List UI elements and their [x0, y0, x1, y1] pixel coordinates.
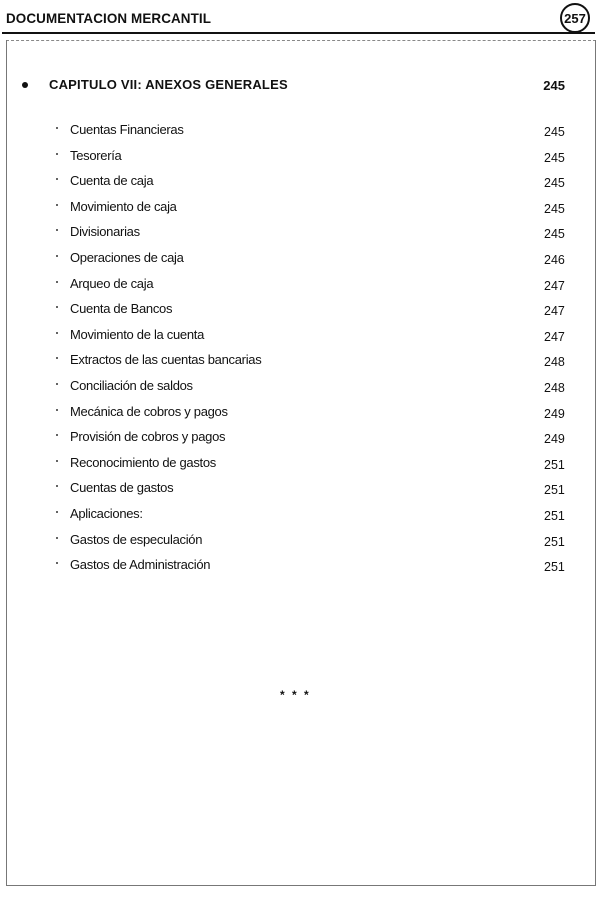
toc-entry-page: 245	[544, 125, 565, 139]
document-title: DOCUMENTACION MERCANTIL	[6, 10, 212, 26]
bullet-icon	[56, 409, 58, 411]
toc-entry	[0, 324, 600, 350]
toc-entry	[0, 196, 600, 222]
toc-entry-label: Cuentas Financieras	[70, 122, 184, 137]
toc-entry-page: 248	[544, 380, 565, 395]
toc-entry	[0, 401, 600, 427]
chapter-entry	[18, 76, 578, 96]
toc-entry	[0, 503, 600, 529]
toc-entry-label: Conciliación de saldos	[70, 377, 193, 393]
bullet-icon	[22, 82, 28, 88]
bullet-icon	[56, 460, 58, 462]
toc-entry	[0, 529, 600, 555]
toc-entry-page: 248	[544, 355, 565, 370]
toc-entry-label: Extractos de las cuentas bancarias	[70, 352, 262, 368]
toc-entry-page: 249	[544, 406, 565, 421]
toc-entry	[0, 452, 600, 478]
bullet-icon	[56, 562, 58, 564]
page-number-badge: 257	[560, 3, 590, 33]
toc-entry-page: 245	[544, 227, 565, 242]
toc-entry-label: Provisión de cobros y pagos	[70, 429, 226, 445]
bullet-icon	[56, 255, 58, 257]
toc-entry-page: 247	[544, 329, 565, 344]
toc-entry-label: Cuentas de gastos	[70, 480, 174, 496]
bullet-icon	[56, 178, 58, 180]
chapter-title: CAPITULO VII: ANEXOS GENERALES	[49, 77, 288, 92]
toc-entry	[0, 554, 600, 580]
toc-entry-label: Reconocimiento de gastos	[70, 454, 217, 470]
bullet-icon	[56, 537, 58, 539]
toc-entry-page: 246	[544, 252, 565, 267]
bullet-icon	[56, 485, 58, 487]
bullet-icon	[56, 434, 58, 436]
toc-entry-page: 247	[544, 304, 565, 319]
toc-entry-label: Gastos de Administración	[70, 557, 211, 573]
toc-entry-page: 249	[544, 432, 565, 447]
toc-entry-label: Divisionarias	[70, 224, 140, 240]
toc-entry-page: 245	[544, 176, 565, 191]
toc-entry-label: Operaciones de caja	[70, 249, 184, 265]
bullet-icon	[56, 383, 58, 385]
toc-entry-label: Cuenta de caja	[70, 173, 154, 189]
bullet-icon	[56, 306, 58, 308]
toc-entry-page: 251	[544, 508, 565, 523]
bullet-icon	[56, 127, 58, 129]
toc-entry-page: 251	[544, 534, 565, 549]
toc-entry-label: Cuenta de Bancos	[70, 301, 173, 317]
toc-entry-label: Arqueo de caja	[70, 275, 154, 291]
toc-entry	[0, 298, 600, 324]
toc-entry	[0, 221, 600, 247]
bullet-icon	[56, 511, 58, 513]
toc-entry	[0, 349, 600, 375]
toc-entry	[0, 273, 600, 299]
toc-entry-page: 251	[544, 483, 565, 498]
toc-entry	[0, 477, 600, 503]
toc-entry	[0, 119, 600, 145]
toc-entry-page: 245	[544, 150, 565, 165]
bullet-icon	[56, 153, 58, 155]
header-divider	[2, 32, 595, 34]
toc-entry-label: Mecánica de cobros y pagos	[70, 403, 228, 419]
toc-entry-label: Movimiento de la cuenta	[70, 326, 205, 342]
chapter-page-number: 245	[543, 78, 565, 93]
toc-entry-page: 245	[544, 201, 565, 216]
toc-entry	[0, 145, 600, 171]
bullet-icon	[56, 204, 58, 206]
section-end-mark: * * *	[280, 688, 311, 702]
toc-entry-page: 247	[544, 278, 565, 293]
bullet-icon	[56, 332, 58, 334]
toc-entry	[0, 170, 600, 196]
bullet-icon	[56, 229, 58, 231]
bullet-icon	[56, 357, 58, 359]
toc-entry-label: Aplicaciones:	[70, 505, 143, 521]
toc-entry	[0, 247, 600, 273]
toc-entry-label: Gastos de especulación	[70, 531, 203, 547]
toc-entry-page: 251	[544, 457, 565, 472]
toc-entry	[0, 375, 600, 401]
toc-entry	[0, 426, 600, 452]
toc-entry-label: Movimiento de caja	[70, 198, 177, 214]
toc-entry-label: Tesorería	[70, 147, 122, 163]
table-of-contents	[0, 119, 600, 580]
toc-entry-page: 251	[544, 560, 565, 575]
bullet-icon	[56, 281, 58, 283]
